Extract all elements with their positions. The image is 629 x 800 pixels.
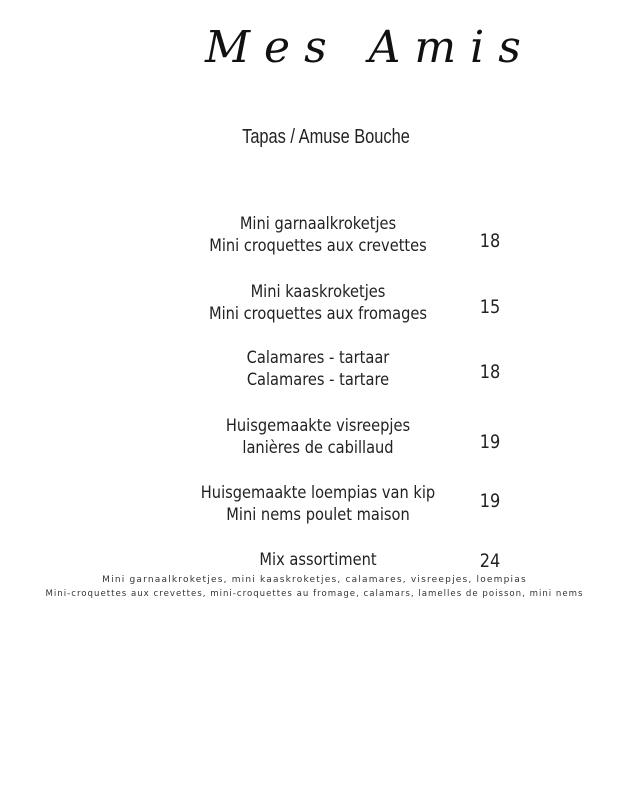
mix-description-nl: Mini garnaalkroketjes, mini kaaskroketjes, calamares, visreepjes, loempias (102, 575, 527, 585)
menu-item-name-nl: Huisgemaakte loempias van kip (200, 483, 436, 503)
menu-item-price: 24 (479, 550, 501, 572)
menu-item-names (45, 482, 592, 526)
menu-item-names (45, 281, 592, 325)
menu-item-name-nl: Calamares - tartaar (246, 348, 390, 368)
section-title: Tapas / Amuse Bouche (242, 126, 410, 148)
restaurant-logo: Mes Amis (205, 22, 535, 73)
menu-item-price: 15 (479, 296, 501, 318)
menu-item-price: 19 (479, 490, 501, 512)
menu-item-name-fr: Mini nems poulet maison (226, 505, 410, 525)
menu-item-name: Mix assortiment (259, 550, 377, 570)
menu-item-name-fr: Calamares - tartare (246, 370, 390, 390)
menu-item-name-fr: Mini croquettes aux fromages (208, 304, 427, 324)
menu-item-name-nl: Huisgemaakte visreepjes (225, 416, 411, 436)
mix-description-fr: Mini-croquettes aux crevettes, mini-croquettes au fromage, calamars, lamelles de poisson, mini nems (45, 589, 584, 599)
menu-item-names (45, 549, 592, 571)
menu-item-name-fr: lanières de cabillaud (242, 438, 394, 458)
menu-item-names (45, 415, 592, 459)
menu-item-price: 18 (479, 230, 501, 252)
menu-item-name-nl: Mini kaaskroketjes (250, 282, 386, 302)
menu-item-price: 19 (479, 431, 501, 453)
menu-item-names (45, 213, 592, 257)
menu-item-price: 18 (479, 361, 501, 383)
menu-item-names (45, 347, 592, 391)
menu-item-name-fr: Mini croquettes aux crevettes (209, 236, 427, 256)
menu-item-name-nl: Mini garnaalkroketjes (239, 214, 397, 234)
